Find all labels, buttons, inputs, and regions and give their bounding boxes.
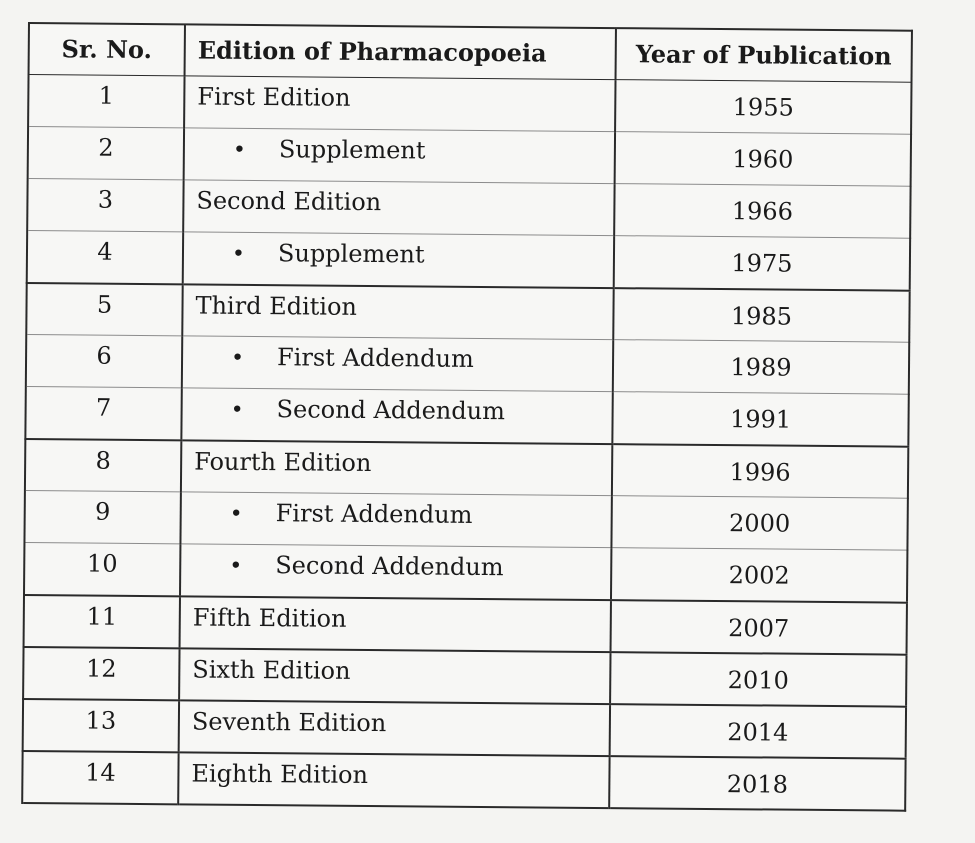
table-row (23, 646, 906, 706)
year-value: 1989 (730, 353, 792, 382)
cell-edition (184, 76, 615, 132)
cell-sr-no: 14 (22, 750, 178, 803)
edition-name: Fourth Edition (194, 446, 372, 477)
table-row (25, 386, 908, 446)
pharmacopoeia-table-wrapper (21, 22, 933, 811)
year-value: 1996 (729, 457, 791, 487)
cell-edition (179, 700, 610, 756)
cell-sr-no: 2 (28, 127, 184, 180)
cell-year (611, 496, 907, 551)
table-row (24, 490, 907, 550)
edition-name: Supplement (277, 239, 425, 269)
cell-year (612, 392, 908, 447)
table-row (27, 231, 910, 291)
table-row (27, 179, 910, 239)
cell-edition (183, 180, 614, 236)
cell-sr-no: 1 (28, 75, 184, 128)
cell-sr-no: 11 (24, 594, 180, 647)
cell-edition (180, 544, 611, 600)
cell-edition (182, 284, 613, 340)
edition-name: First Addendum (275, 499, 473, 529)
cell-year (615, 80, 911, 135)
year-value: 2007 (728, 613, 790, 643)
cell-year (614, 236, 910, 291)
year-value: 1966 (731, 197, 794, 226)
year-value: 2000 (728, 509, 791, 538)
year-value: 1985 (730, 301, 793, 331)
cell-sr-no: 4 (27, 231, 183, 284)
header-row (29, 23, 912, 82)
bullet-icon: • (229, 501, 243, 527)
edition-name: First Addendum (276, 343, 474, 373)
cell-year (613, 288, 909, 343)
edition-name: Supplement (278, 135, 426, 165)
edition-name: Eighth Edition (191, 758, 369, 789)
edition-name: First Edition (197, 82, 351, 112)
cell-sr-no: 12 (23, 646, 179, 699)
year-value: 2014 (727, 717, 789, 747)
cell-year (615, 132, 911, 187)
cell-sr-no: 10 (24, 542, 180, 595)
edition-name: Second Edition (196, 186, 382, 217)
edition-name: Fifth Edition (192, 602, 347, 633)
cell-edition (181, 388, 612, 444)
cell-year (611, 600, 907, 655)
table-row (23, 698, 906, 758)
year-value: 2010 (727, 665, 789, 695)
cell-year (612, 444, 908, 499)
year-value: 1975 (731, 249, 793, 278)
cell-year (614, 184, 910, 239)
cell-sr-no: 7 (25, 386, 181, 439)
bullet-icon: • (230, 345, 245, 371)
table-row (26, 282, 909, 342)
bullet-icon: • (232, 137, 246, 163)
cell-year (611, 548, 907, 603)
pharmacopoeia-editions-table (21, 22, 913, 811)
cell-edition (184, 128, 615, 184)
cell-sr-no: 8 (25, 438, 181, 491)
cell-edition (179, 648, 610, 704)
cell-year (613, 340, 909, 395)
edition-name: Second Addendum (276, 395, 506, 426)
table-header (29, 23, 912, 82)
cell-edition (182, 336, 613, 392)
table-row (28, 75, 911, 135)
header-edition: Edition of Pharmacopoeia (185, 24, 616, 79)
cell-edition (183, 232, 614, 288)
edition-name: Second Addendum (275, 551, 504, 582)
cell-edition (181, 440, 612, 496)
cell-year (609, 756, 905, 811)
table-row (22, 750, 905, 810)
cell-year (610, 704, 906, 759)
bullet-icon: • (230, 397, 244, 423)
year-value: 1955 (732, 93, 794, 122)
table-body (22, 75, 911, 811)
cell-edition (178, 752, 609, 808)
cell-sr-no: 5 (26, 282, 182, 335)
edition-name: Seventh Edition (191, 706, 387, 737)
year-value: 1960 (732, 145, 794, 174)
table-row (28, 127, 911, 187)
table-row (24, 542, 907, 602)
edition-name: Sixth Edition (192, 654, 351, 685)
year-value: 2018 (726, 769, 789, 799)
bullet-icon: • (229, 553, 243, 579)
cell-sr-no: 13 (23, 698, 179, 751)
cell-edition (180, 596, 611, 652)
header-year: Year of Publication (616, 28, 912, 82)
table-row (26, 334, 909, 394)
cell-year (610, 652, 906, 707)
cell-sr-no: 9 (24, 490, 180, 543)
table-row (25, 438, 908, 498)
year-value: 2002 (728, 561, 790, 590)
bullet-icon: • (231, 241, 246, 267)
edition-name: Third Edition (195, 290, 358, 321)
table-row (24, 594, 907, 654)
year-value: 1991 (729, 405, 792, 434)
cell-sr-no: 6 (26, 334, 182, 387)
cell-edition (180, 492, 611, 548)
cell-sr-no: 3 (27, 179, 183, 232)
header-sr-no: Sr. No. (29, 23, 185, 76)
